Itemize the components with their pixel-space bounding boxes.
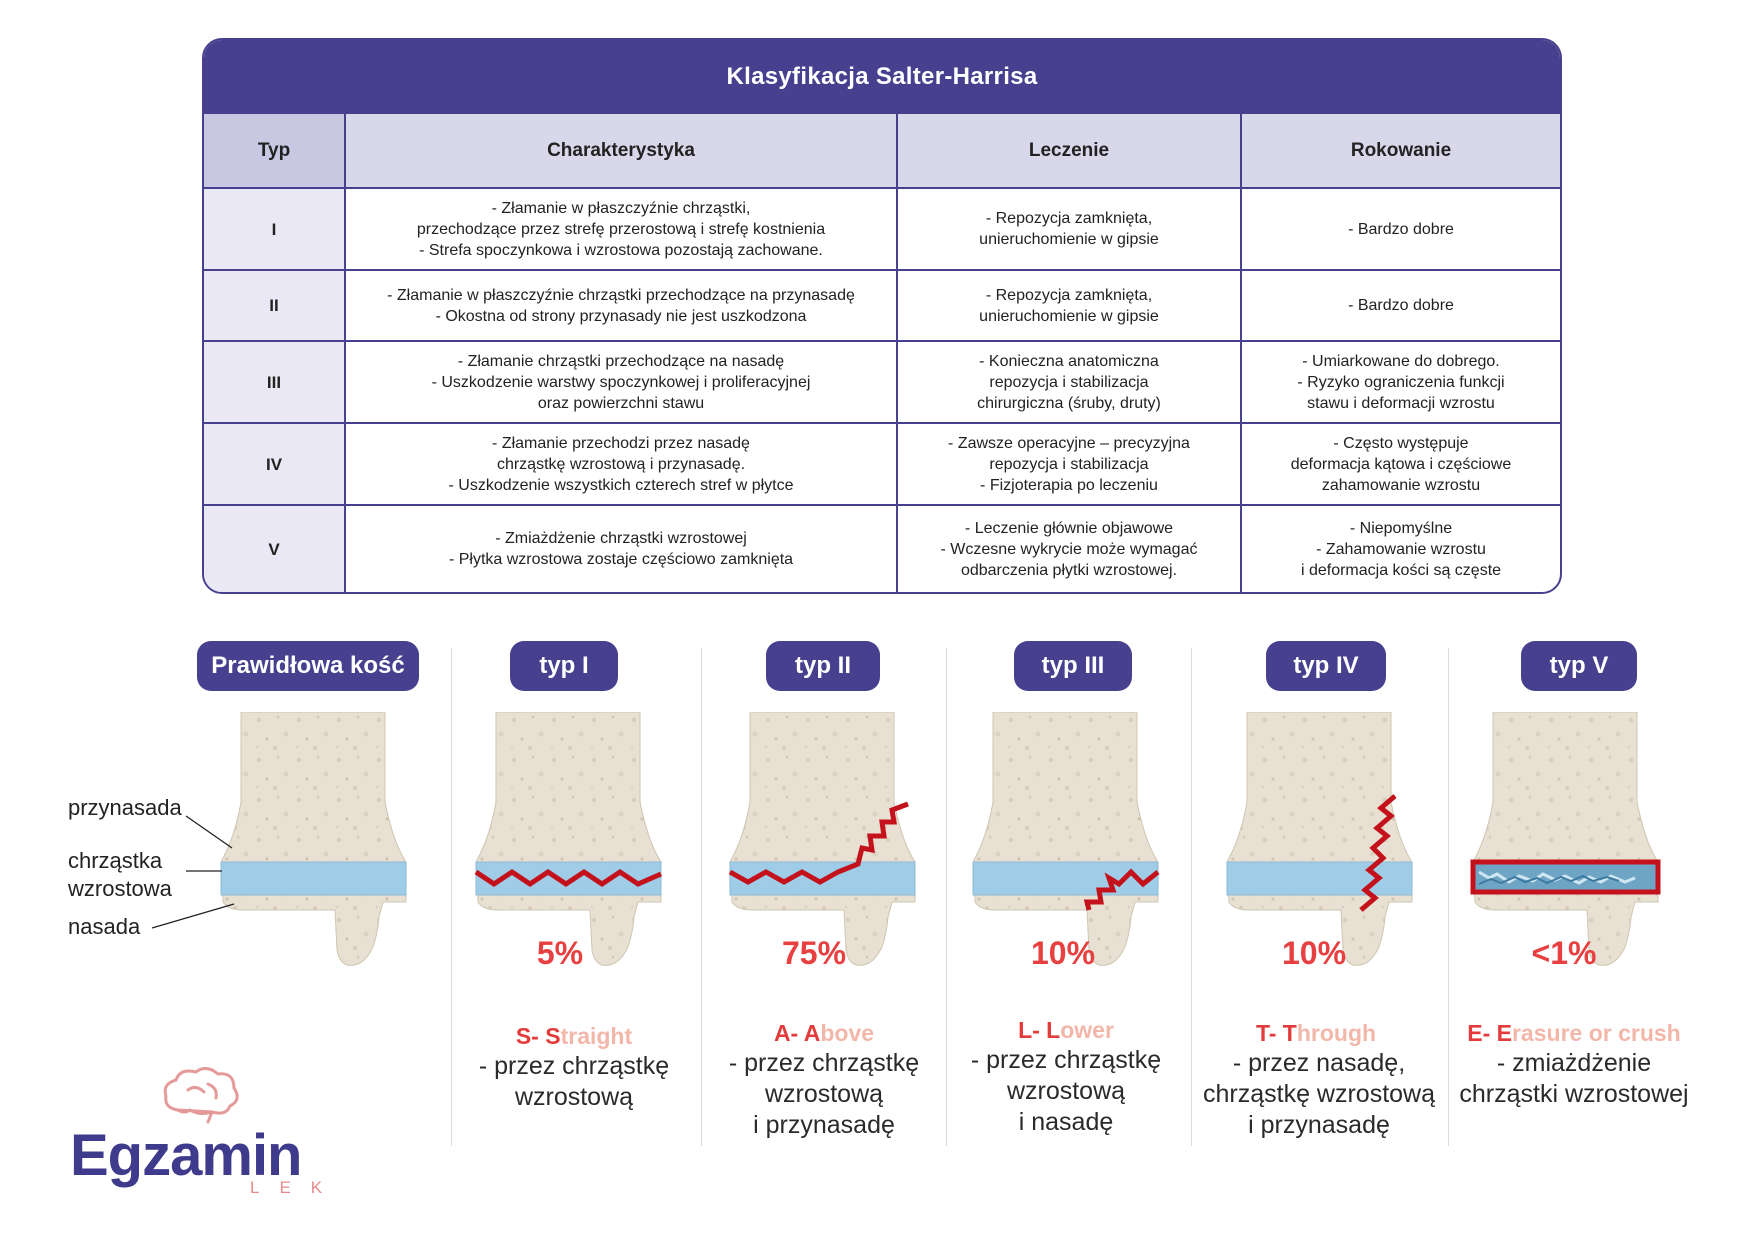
row-3-typ: III [204,340,346,422]
row-5-char: - Zmiażdżenie chrząstki wzrostowej - Płytka wzrostowa zostaje częściowo zamknięta [346,504,898,592]
mnemonic-typ-2 [699,1020,949,1047]
row-4-rok: - Często występuje deformacja kątowa i częściowe zahamowanie wzrostu [1242,422,1560,504]
pill-typ-3: typ III [1014,641,1132,691]
header-rokowanie: Rokowanie [1242,114,1560,187]
logo-wordmark: Egzamin [70,1123,302,1188]
row-2-lecz: - Repozycja zamknięta, unieruchomienie w gipsie [898,269,1242,340]
mnemonic-typ-3 [941,1017,1191,1044]
row-4-typ: IV [204,422,346,504]
pill-typ-5: typ V [1521,641,1637,691]
mnemonic-rest: traight [560,1023,633,1049]
typ-5-bone-illustration [1465,712,1665,972]
mnemonic-typ-4 [1191,1020,1441,1047]
mnemonic-letter: L- L [1018,1017,1061,1043]
row-5-rok: - Niepomyślne - Zahamowanie wzrostu i deformacja kości są częste [1242,504,1560,592]
desc-typ-2: - przez chrząstkę wzrostową i przynasadę [728,1049,920,1139]
mnemonic-typ-5 [1439,1020,1709,1047]
label-nasada: nasada [68,914,141,939]
typ-1-bone-illustration [468,712,668,972]
logo-subtitle: LEK [250,1178,343,1197]
row-5-lecz: - Leczenie głównie objawowe - Wczesne wykrycie może wymagać odbarczenia płytki wzrostowej. [898,504,1242,592]
typ-4-bone-illustration [1219,712,1419,972]
row-2-rok: - Bardzo dobre [1242,269,1560,340]
typ-3-bone-illustration [965,712,1165,972]
row-1-char: - Złamanie w płaszczyźnie chrząstki, przechodzące przez strefę przerostową i strefę kostnienia - Strefa spoczynkowa i wzrostowa pozostają zachowane. [346,187,898,269]
pct-typ-1: 5% [536,935,584,971]
pill-normal-bone: Prawidłowa kość [197,641,419,691]
label-chrzastka-wzrostowa: chrząstka wzrostowa [68,848,172,901]
mnemonic-rest: ower [1060,1017,1114,1043]
row-2-typ: II [204,269,346,340]
mnemonic-rest: bove [820,1020,875,1046]
label-przynasada: przynasada [68,795,182,820]
header-typ: Typ [204,114,346,187]
row-1-rok: - Bardzo dobre [1242,187,1560,269]
mnemonic-letter: T- T [1255,1020,1297,1046]
row-3-lecz: - Konieczna anatomiczna repozycja i stabilizacja chirurgiczna (śruby, druty) [898,340,1242,422]
typ-2-bone-illustration [722,712,922,972]
row-5-typ: V [204,504,346,592]
row-2-char: - Złamanie w płaszczyźnie chrząstki przechodzące na przynasadę - Okostna od strony przynasady nie jest uszkodzona [346,269,898,340]
salter-harris-table [202,38,1562,594]
header-charakterystyka: Charakterystyka [346,114,898,187]
mnemonic-letter: S- S [515,1023,561,1049]
pct-typ-3: 10% [1030,935,1096,971]
row-3-char: - Złamanie chrząstki przechodzące na nasadę - Uszkodzenie warstwy spoczynkowej i proliferacyjnej oraz powierzchni stawu [346,340,898,422]
header-leczenie: Leczenie [898,114,1242,187]
mnemonic-letter: A- A [773,1020,821,1046]
desc-typ-1: - przez chrząstkę wzrostową [478,1052,670,1111]
desc-typ-4: - przez nasadę, chrząstkę wzrostową i przynasadę [1202,1049,1436,1139]
pill-typ-1: typ I [510,641,618,691]
desc-typ-3: - przez chrząstkę wzrostową i nasadę [970,1046,1162,1136]
row-3-rok: - Umiarkowane do dobrego. - Ryzyko ograniczenia funkcji stawu i deformacji wzrostu [1242,340,1560,422]
desc-typ-5: - zmiażdżenie chrząstki wzrostowej [1459,1049,1689,1108]
row-1-lecz: - Repozycja zamknięta, unieruchomienie w gipsie [898,187,1242,269]
pill-typ-2: typ II [766,641,880,691]
pct-typ-4: 10% [1281,935,1347,971]
pill-typ-4: typ IV [1266,641,1386,691]
table-title: Klasyfikacja Salter-Harrisa [204,40,1560,114]
label-leader-lines [0,0,260,1000]
row-4-char: - Złamanie przechodzi przez nasadę chrząstkę wzrostową i przynasadę. - Uszkodzenie wszystkich czterech stref w płytce [346,422,898,504]
mnemonic-rest: rasure or crush [1511,1020,1681,1046]
brain-icon [160,1066,242,1128]
row-1-typ: I [204,187,346,269]
pct-typ-5: <1% [1531,935,1597,971]
mnemonic-typ-1 [449,1023,699,1050]
pct-typ-2: 75% [781,935,847,971]
row-4-lecz: - Zawsze operacyjne – precyzyjna repozycja i stabilizacja - Fizjoterapia po leczeniu [898,422,1242,504]
table-grid [204,114,1560,592]
mnemonic-letter: E- E [1467,1020,1512,1046]
mnemonic-rest: hrough [1296,1020,1377,1046]
